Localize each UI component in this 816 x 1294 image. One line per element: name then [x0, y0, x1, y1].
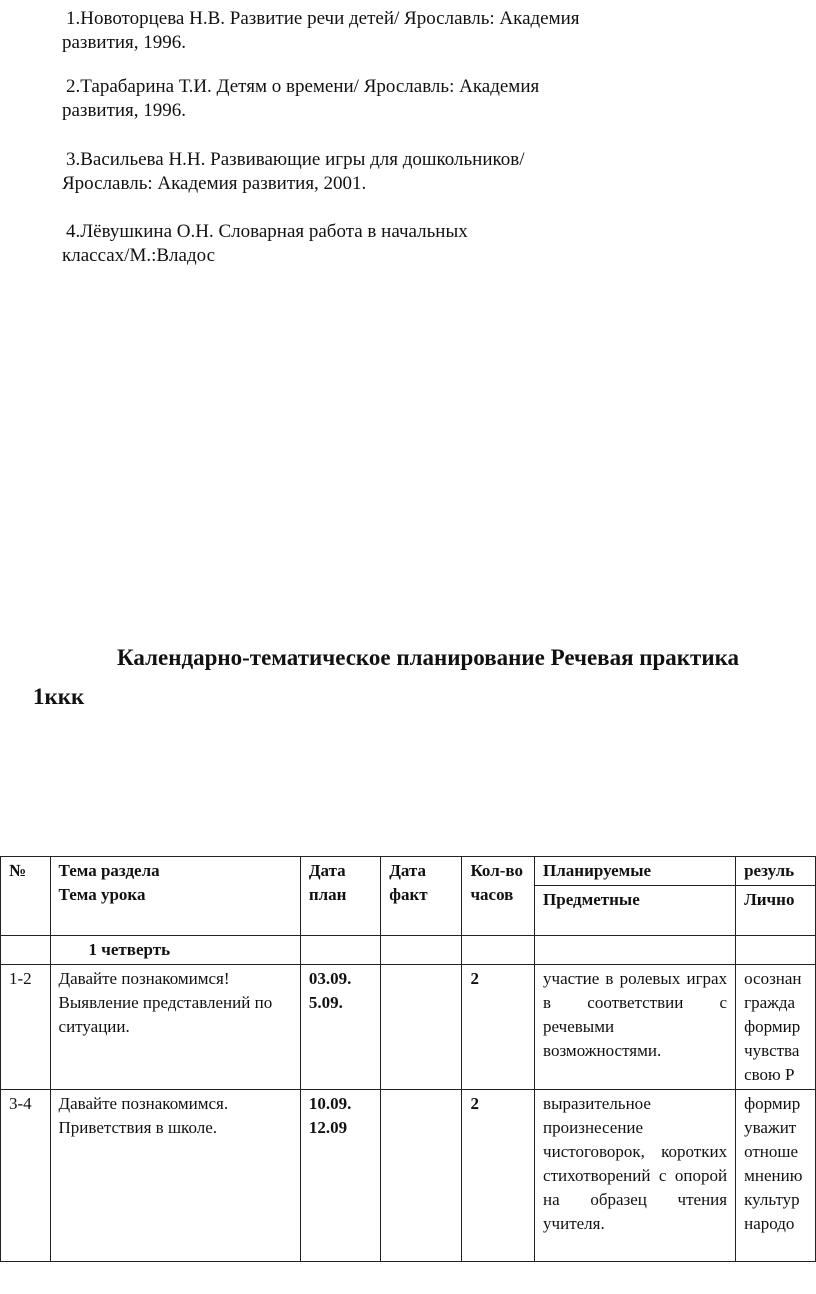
reference-3-line2: Ярославль: Академия развития, 2001. — [62, 173, 367, 194]
reference-3 — [62, 148, 662, 196]
reference-3-line1: 3.Васильева Н.Н. Развивающие игры для дошкольников/ — [66, 149, 525, 170]
header-personal: Лично — [736, 886, 816, 936]
header-topic — [50, 857, 300, 936]
row-date-line2: 12.09 — [308, 1118, 348, 1137]
header-planned: Планируемые — [535, 857, 736, 886]
reference-4 — [62, 220, 662, 268]
table-row — [1, 1090, 816, 1262]
row-personal-line: формир — [744, 1017, 801, 1036]
row-personal-line: мнению — [744, 1166, 803, 1185]
reference-1-line1: 1.Новоторцева Н.В. Развитие речи детей/ Ярославль: Академия — [66, 8, 580, 29]
row-personal-line: народо — [744, 1214, 795, 1233]
reference-4-line1: 4.Лёвушкина О.Н. Словарная работа в начальных — [66, 221, 468, 242]
row-subject-result: участие в ролевых играх в соответствии с речевыми возможностями. — [535, 965, 736, 1090]
row-hours: 2 — [462, 965, 535, 1090]
header-topic-line2: Тема урока — [58, 885, 146, 904]
row-date-line1: 03.09. — [308, 969, 352, 988]
row-num: 3-4 — [1, 1090, 51, 1262]
row-personal-line: уважит — [744, 1118, 797, 1137]
row-personal-result — [736, 965, 816, 1090]
page-title: Календарно-тематическое планирование Речевая практика 1ккк — [33, 645, 740, 709]
table-row — [1, 965, 816, 1090]
row-personal-result — [736, 1090, 816, 1262]
row-topic: Давайте познакомимся! Выявление представлений по ситуации. — [50, 965, 300, 1090]
reference-2-line2: развития, 1996. — [62, 100, 187, 121]
row-date-fact — [381, 965, 462, 1090]
reference-4-line2: классах/М.:Владос — [62, 245, 216, 266]
reference-1 — [62, 7, 662, 55]
reference-2-line1: 2.Тарабарина Т.И. Детям о времени/ Ярославль: Академия — [66, 76, 540, 97]
row-personal-line: осознан — [744, 969, 802, 988]
row-date-fact — [381, 1090, 462, 1262]
reference-1-line2: развития, 1996. — [62, 32, 187, 53]
row-personal-line: отноше — [744, 1142, 799, 1161]
planning-table — [0, 856, 816, 1262]
header-row — [1, 857, 816, 886]
row-personal-line: чувства — [744, 1041, 800, 1060]
row-personal-line: гражда — [744, 993, 796, 1012]
header-subject: Предметные — [535, 886, 736, 936]
header-num: № — [1, 857, 51, 936]
header-date-plan: Дата план — [300, 857, 380, 936]
row-date-line1: 10.09. — [308, 1094, 352, 1113]
row-topic: Давайте познакомимся. Приветствия в школе. — [50, 1090, 300, 1262]
row-personal-line: формир — [744, 1094, 801, 1113]
row-hours: 2 — [462, 1090, 535, 1262]
row-num: 1-2 — [1, 965, 51, 1090]
header-results: резуль — [736, 857, 816, 886]
row-date-plan — [300, 1090, 380, 1262]
header-topic-line1: Тема раздела — [58, 861, 160, 880]
row-subject-result: выразительное произнесение чистоговорок, коротких стихотворений с опорой на образец чтения учителя. — [535, 1090, 736, 1262]
quarter-label: 1 четверть — [50, 936, 300, 965]
row-date-line2: 5.09. — [308, 993, 343, 1012]
reference-2 — [62, 75, 662, 123]
row-personal-line: культур — [744, 1190, 800, 1209]
header-hours: Кол-во часов — [462, 857, 535, 936]
quarter-row — [1, 936, 816, 965]
row-personal-line: свою Р — [744, 1065, 795, 1084]
row-date-plan — [300, 965, 380, 1090]
header-date-fact: Дата факт — [381, 857, 462, 936]
